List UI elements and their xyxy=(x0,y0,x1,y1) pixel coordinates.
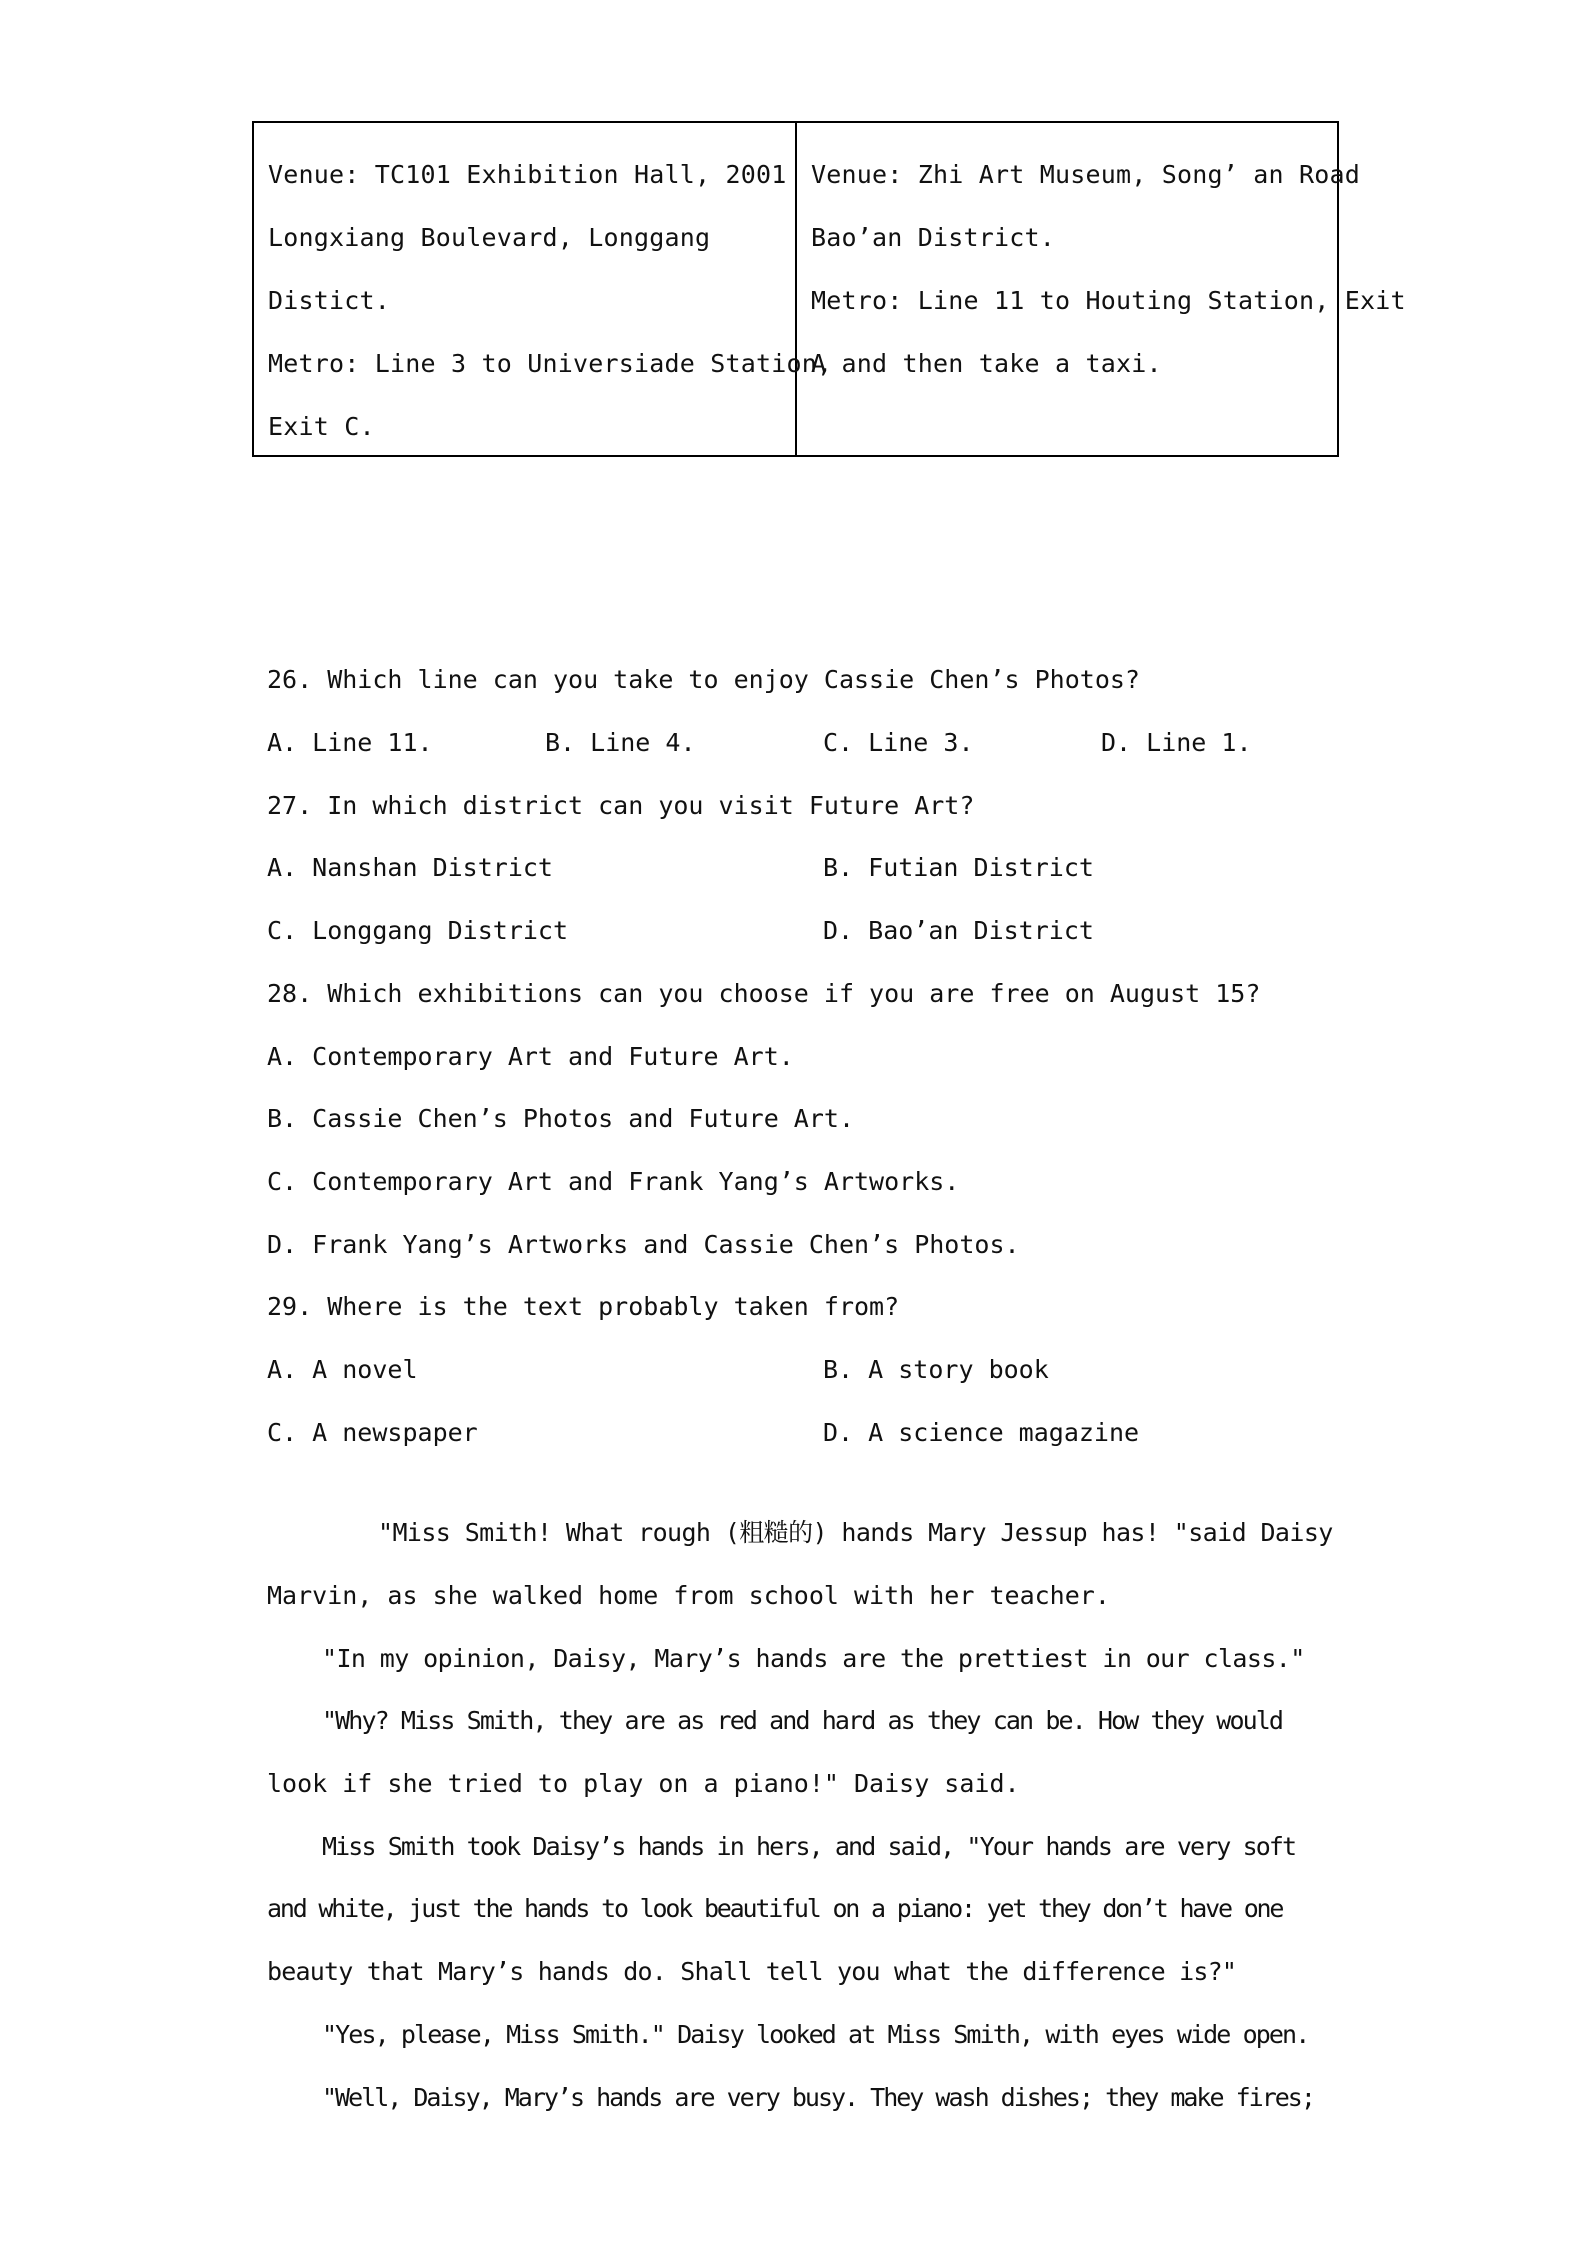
venue-table xyxy=(252,121,1406,457)
venue-right-line: Bao’an District. xyxy=(811,223,1056,252)
question-option: A. A novel xyxy=(267,1355,418,1384)
question-option: D. Bao’an District xyxy=(823,916,1094,945)
question-option: B. A story book xyxy=(823,1355,1049,1384)
passage-line: beauty that Mary’s hands do. Shall tell you what the difference is?" xyxy=(267,1957,1237,1986)
question-stem: 26. Which line can you take to enjoy Cassie Chen’s Photos? xyxy=(267,665,1140,694)
venue-cell-right xyxy=(797,123,1406,455)
passage-line: "Yes, please, Miss Smith." Daisy looked at Miss Smith, with eyes wide open. xyxy=(322,2020,1309,2049)
question-option: D. A science magazine xyxy=(823,1418,1140,1447)
passage-line: "Well, Daisy, Mary’s hands are very busy. They wash dishes; they make fires; xyxy=(322,2083,1314,2112)
question-option: C. A newspaper xyxy=(267,1418,478,1447)
question-option: C. Line 3. xyxy=(823,728,974,757)
passage-line: Miss Smith took Daisy’s hands in hers, and said, "Your hands are very soft xyxy=(322,1832,1296,1861)
venue-left-line: Longxiang Boulevard, Longgang xyxy=(268,223,711,252)
venue-left-line: Distict. xyxy=(268,286,391,315)
venue-left-line: Venue: TC101 Exhibition Hall, 2001 xyxy=(268,160,787,189)
passage-line: "Miss Smith! What rough (粗糙的) hands Mary Jessup has! "said Daisy xyxy=(378,1518,1333,1547)
question-option: A. Line 11. xyxy=(267,728,433,757)
question-stem: 27. In which district can you visit Future Art? xyxy=(267,791,975,820)
question-stem: 28. Which exhibitions can you choose if you are free on August 15? xyxy=(267,979,1261,1008)
passage-line: "In my opinion, Daisy, Mary’s hands are the prettiest in our class." xyxy=(322,1644,1305,1673)
question-option: A. Nanshan District xyxy=(267,853,553,882)
venue-left-line: Metro: Line 3 to Universiade Station, xyxy=(268,349,833,378)
question-option: D. Line 1. xyxy=(1101,728,1252,757)
venue-right-line: Metro: Line 11 to Houting Station, Exit xyxy=(811,286,1406,315)
venue-right-line: Venue: Zhi Art Museum, Song’ an Road xyxy=(811,160,1361,189)
question-option: D. Frank Yang’s Artworks and Cassie Chen’s Photos. xyxy=(267,1230,1020,1259)
question-option: B. Line 4. xyxy=(545,728,696,757)
question-option: C. Contemporary Art and Frank Yang’s Artworks. xyxy=(267,1167,960,1196)
question-option: A. Contemporary Art and Future Art. xyxy=(267,1042,794,1071)
venue-left-line: Exit C. xyxy=(268,412,375,441)
question-stem: 29. Where is the text probably taken from? xyxy=(267,1292,900,1321)
passage-line: look if she tried to play on a piano!" Daisy said. xyxy=(267,1769,1020,1798)
question-option: B. Futian District xyxy=(823,853,1094,882)
passage-line: "Why? Miss Smith, they are as red and hard as they can be. How they would xyxy=(322,1706,1283,1735)
question-option: B. Cassie Chen’s Photos and Future Art. xyxy=(267,1104,854,1133)
question-option: C. Longgang District xyxy=(267,916,569,945)
venue-right-line: A and then take a taxi. xyxy=(811,349,1162,378)
venue-cell-left xyxy=(254,123,833,455)
passage-line: and white, just the hands to look beautiful on a piano: yet they don’t have one xyxy=(267,1894,1283,1923)
passage-line: Marvin, as she walked home from school with her teacher. xyxy=(267,1581,1110,1610)
